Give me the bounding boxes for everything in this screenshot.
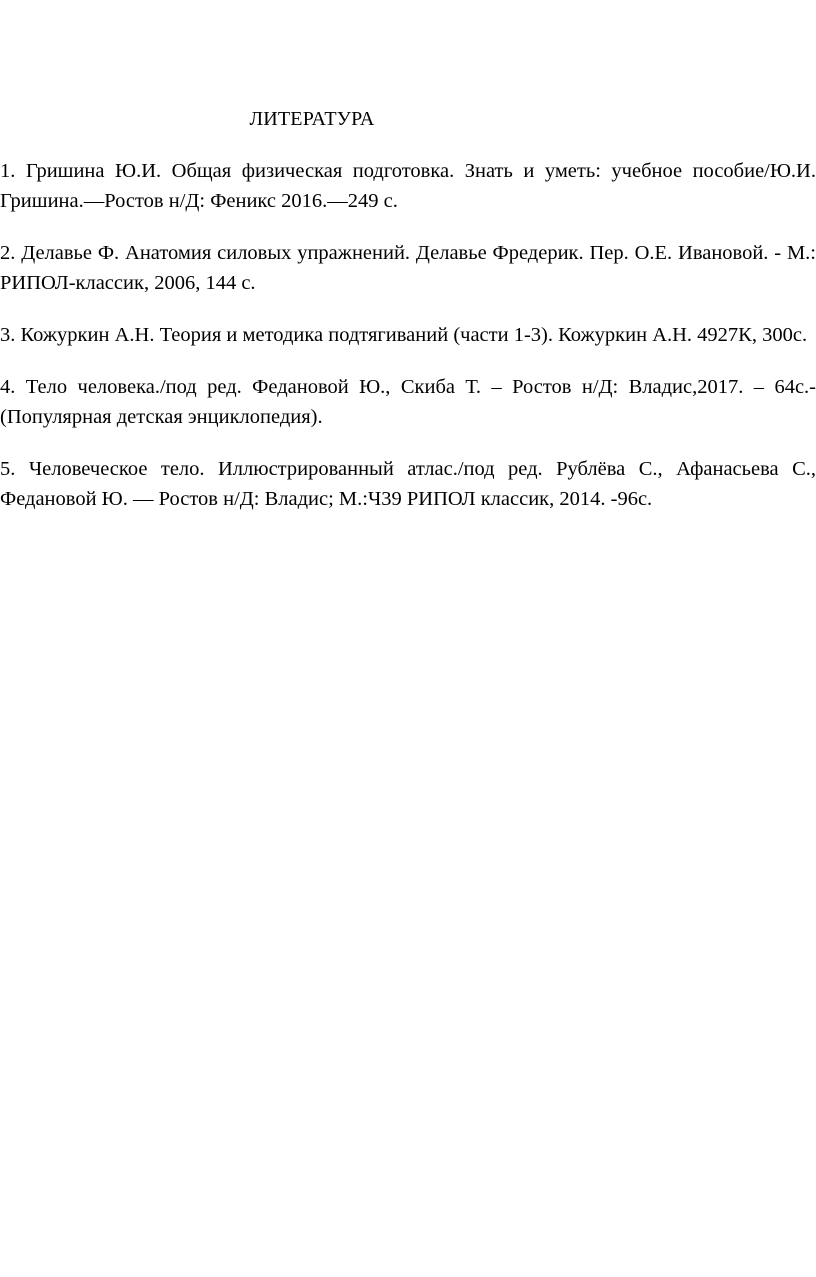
reference-list (0, 156, 816, 536)
reference-text: 1. Гришина Ю.И. Общая физическая подготовка. Знать и уметь: учебное пособие/Ю.И. Гришина.—Ростов н/Д: Феникс 2016.—249 с. (0, 160, 816, 212)
reference-item (0, 156, 816, 216)
reference-item (0, 372, 816, 432)
reference-item (0, 238, 816, 298)
reference-text: 5. Человеческое тело. Иллюстрированный атлас./под ред. Рублёва С., Афанасьева С., Федановой Ю. — Ростов н/Д: Владис; М.:Ч39 РИПОЛ классик, 2014. -96с. (0, 458, 816, 510)
reference-item (0, 320, 816, 350)
reference-item (0, 454, 816, 514)
reference-text: 2. Делавье Ф. Анатомия силовых упражнений. Делавье Фредерик. Пер. О.Е. Ивановой. - М.: РИПОЛ-классик, 2006, 144 с. (0, 242, 816, 294)
page-title-text: ЛИТЕРАТУРА (249, 108, 375, 130)
page-title (0, 104, 816, 134)
reference-text: 3. Кожуркин А.Н. Теория и методика подтягиваний (части 1-3). Кожуркин А.Н. 4927К, 300с. (0, 324, 808, 346)
reference-text: 4. Тело человека./под ред. Федановой Ю., Скиба Т. – Ростов н/Д: Владис,2017. – 64с.- (Популярная детская энциклопедия). (0, 376, 816, 428)
